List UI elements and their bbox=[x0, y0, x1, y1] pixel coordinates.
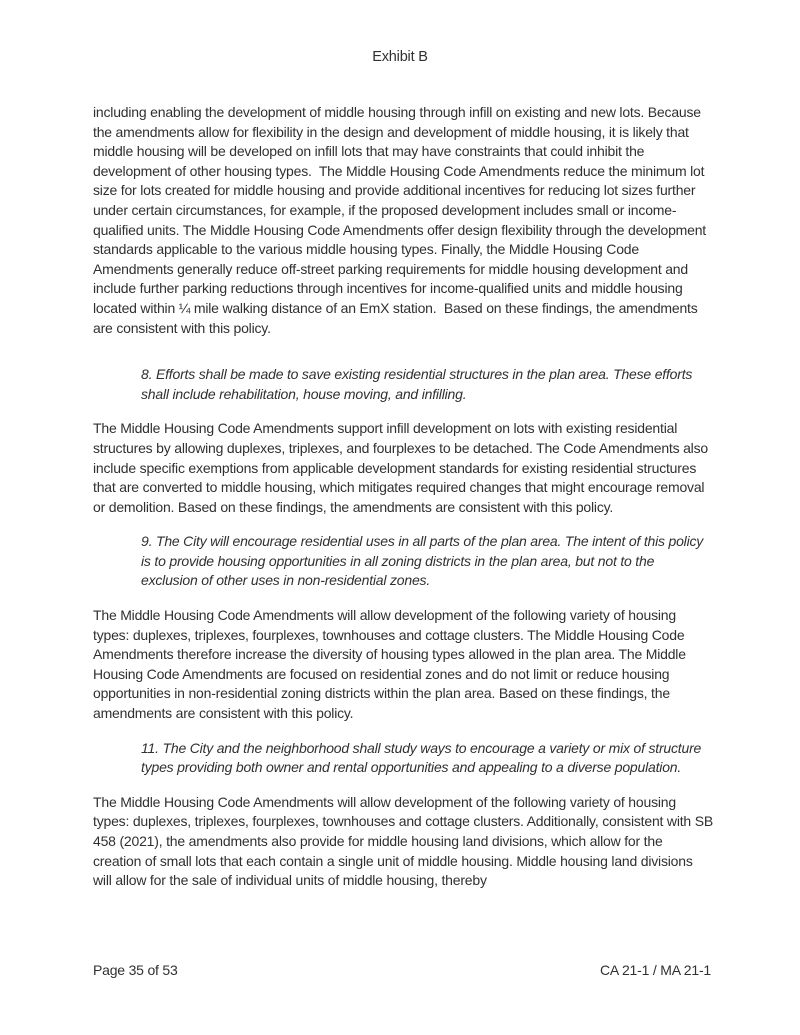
paragraph: The Middle Housing Code Amendments will allow development of the following variety of housing types: duplexes, triplexes, fourplexes, townhouses and cottage clusters. Additionally, consistent with SB 458 (2021), the amendments also provide for middle housing land divisions, which allow for the creation of small lots that each contain a single unit of middle housing. Middle housing land divisions will allow for the sale of individual units of middle housing, thereby bbox=[93, 793, 717, 889]
case-number-label: CA 21-1 / MA 21-1 bbox=[600, 962, 711, 978]
page-footer bbox=[93, 961, 711, 981]
paragraph: The Middle Housing Code Amendments support infill development on lots with existing residential structures by allowing duplexes, triplexes, and fourplexes to be detached. The Code Amendments also include specific exemptions from applicable development standards for existing residential structures that are converted to middle housing, which mitigates required changes that might encourage removal or demolition. Based on these findings, the amendments are consistent with this policy. bbox=[93, 420, 712, 515]
paragraph: The Middle Housing Code Amendments will allow development of the following variety of housing types: duplexes, triplexes, fourplexes, townhouses and cottage clusters. The Middle Housing Code Amendments therefore increase the diversity of housing types allowed in the plan area. The Middle Housing Code Amendments are focused on residential zones and do not limit or reduce housing opportunities in non-residential zoning districts within the plan area. Based on these findings, the amendments are consistent with this policy. bbox=[93, 607, 690, 722]
policy-quote: 9. The City will encourage residential uses in all parts of the plan area. The intent of this policy is to provide housing opportunities in all zoning districts in the plan area, but not to the exclusion of other uses in non-residential zones. bbox=[141, 533, 707, 589]
page-title: Exhibit B bbox=[372, 49, 428, 65]
paragraph: including enabling the development of middle housing through infill on existing and new lots. Because the amendments allow for flexibility in the design and development of middle housing, it is likely that middle housing will be developed on infill lots that may have constraints that could inhibit the development of other housing types. The Middle Housing Code Amendments reduce the minimum lot size for lots created for middle housing and provide additional incentives for reducing lot sizes further under certain circumstances, for example, if the proposed development includes small or income-qualified units. The Middle Housing Code Amendments offer design flexibility through the development standards applicable to the various middle housing types. Finally, the Middle Housing Code Amendments generally reduce off-street parking requirements for middle housing development and include further parking reductions through incentives for income-qualified units and middle housing located within ¼ mile walking distance of an EmX station. Based on these findings, the amendments are consistent with this policy. bbox=[93, 104, 710, 336]
policy-quote: 11. The City and the neighborhood shall study ways to encourage a variety or mix of structure types providing both owner and rental opportunities and appealing to a diverse population. bbox=[141, 739, 705, 776]
policy-quote: 8. Efforts shall be made to save existing residential structures in the plan area. These efforts shall include rehabilitation, house moving, and infilling. bbox=[141, 366, 696, 402]
document-body bbox=[93, 103, 717, 906]
page-number-label: Page 35 of 53 bbox=[93, 962, 178, 978]
